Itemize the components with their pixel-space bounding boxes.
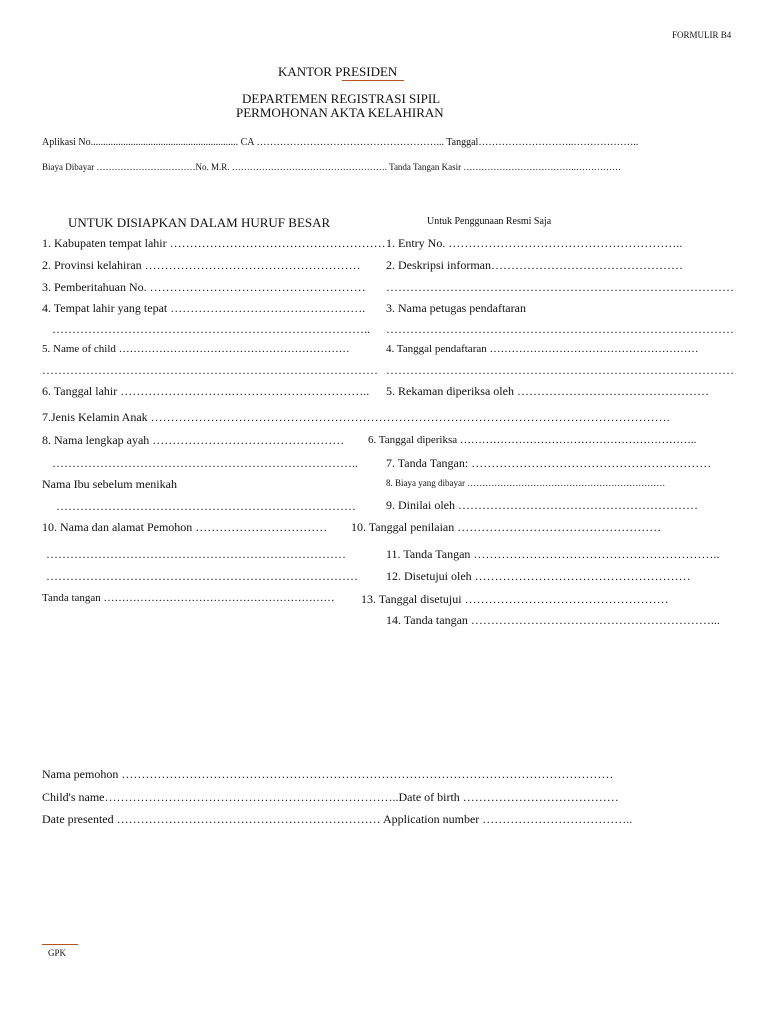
field-fee-paid[interactable]: 8. Biaya yang dibayar ………………………………………………………… [386,478,666,488]
office-title: KANTOR PRESIDEN [278,64,398,79]
field-child-name-cont[interactable]: ………………………………………………………………………… [42,363,378,377]
field-signature-11[interactable]: 11. Tanda Tangan …………………………………………………….. [386,547,720,561]
field-father-name[interactable]: 8. Nama lengkap ayah ………………………………………… [42,433,345,447]
field-exact-birthplace-cont[interactable]: …………………………………………………………………….. [52,322,370,336]
field-approval-date[interactable]: 13. Tanggal disetujui …………………………………………… [361,592,669,606]
field-child-sex[interactable]: 7.Jenis Kelamin Anak …………………………………………………………………………………………………………………. [42,410,670,424]
fee-line[interactable]: Biaya Dibayar ……………………………No. M.R. ……………………………………………. Tanda Tangan Kasir ………………………………..…………… [42,162,621,172]
field-date-checked[interactable]: 6. Tanggal diperiksa ……………………………………………………….. [368,434,697,446]
field-assessed-by[interactable]: 9. Dinilai oleh …………………………………………………… [386,498,698,512]
field-applicant-name-address[interactable]: 10. Nama dan alamat Pemohon …………………………… [42,520,328,534]
field-father-name-cont[interactable]: ………………………………………………………………….. [52,456,358,470]
field-informant-description-cont[interactable]: …………………………………………………………………………… [386,280,734,294]
field-child-name-date-of-birth[interactable]: Child's name………………………………………………………………..Date of birth ………………………………… [42,790,619,804]
field-applicant-address-line-1[interactable]: ………………………………………………………………… [46,547,346,561]
field-registration-date[interactable]: 4. Tanggal pendaftaran ………………………………………………… [386,343,699,355]
field-applicant-name[interactable]: Nama pemohon …………………………………………………………………………………………………………… [42,767,614,781]
form-subtitle: PERMOHONAN AKTA KELAHIRAN [236,105,444,120]
field-entry-no[interactable]: 1. Entry No. ………………………………………………….. [386,236,683,250]
field-informant-description[interactable]: 2. Deskripsi informan………………………………………… [386,258,683,272]
field-record-checked-by[interactable]: 5. Rekaman diperiksa oleh ………………………………………… [386,384,709,398]
field-signature-14[interactable]: 14. Tanda tangan ……………………………………………………... [386,613,720,627]
field-applicant-signature[interactable]: Tanda tangan ……………………………………………………… [42,592,335,604]
field-exact-birthplace[interactable]: 4. Tempat lahir yang tepat …………………………………………. [42,301,366,315]
field-mother-maiden-name: Nama Ibu sebelum menikah [42,477,177,491]
header-rule [342,80,404,81]
field-mother-maiden-name-line[interactable]: ………………………………………………………………… [56,499,356,513]
form-code: FORMULIR B4 [672,30,732,40]
footer-rule [42,944,78,945]
field-child-name[interactable]: 5. Name of child ……………………………………………………… [42,343,350,355]
field-notification-no[interactable]: 3. Pemberitahuan No. ……………………………………………… [42,280,366,294]
field-birth-date[interactable]: 6. Tanggal lahir ……………………….…………………………….. [42,384,370,398]
right-heading: Untuk Penggunaan Resmi Saja [427,216,552,227]
field-signature-7[interactable]: 7. Tanda Tangan: …………………………………………………… [386,456,712,470]
field-approved-by[interactable]: 12. Disetujui oleh ……………………………………………… [386,569,691,583]
left-heading: UNTUK DISIAPKAN DALAM HURUF BESAR [68,215,331,230]
field-registrar-name-line[interactable]: …………………………………………………………………………… [386,322,734,336]
field-registration-date-cont[interactable]: …………………………………………………………………………… [386,363,734,377]
field-birth-regency[interactable]: 1. Kabupaten tempat lahir ……………………………………………… [42,236,386,250]
field-applicant-address-line-2[interactable]: …………………………………………………………………… [46,569,358,583]
field-date-presented-application-number[interactable]: Date presented ………………………………………………………… Application number ……………………………….. [42,812,633,826]
field-assessment-date[interactable]: 10. Tanggal penilaian …………………………………………… [351,520,662,534]
field-birth-province[interactable]: 2. Provinsi kelahiran ……………………………………………… [42,258,361,272]
footer-code: GPK [48,948,67,958]
field-registrar-name: 3. Nama petugas pendaftaran [386,301,526,315]
department-title: DEPARTEMEN REGISTRASI SIPIL [242,91,441,106]
application-line[interactable]: Aplikasi No........................................................... CA ………………………………………………... Tanggal………………………..……………….. [42,137,639,148]
